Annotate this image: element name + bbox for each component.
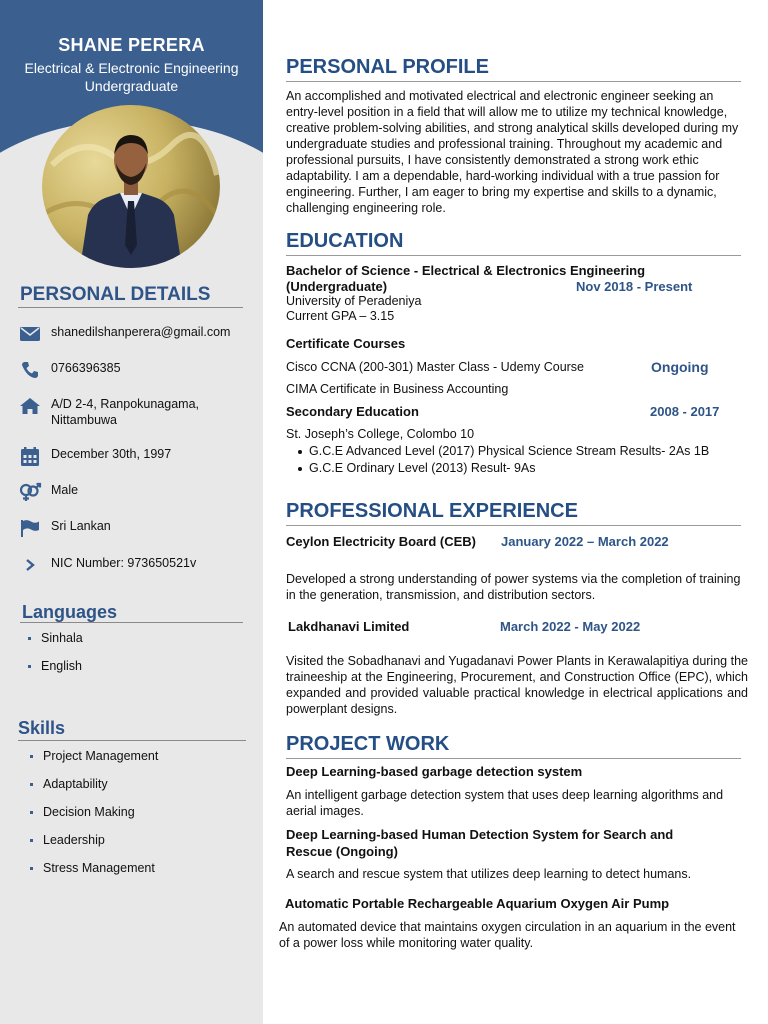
address-text: [51, 396, 199, 428]
address-line-2: Nittambuwa: [51, 413, 117, 427]
skills-title: Skills: [18, 718, 66, 738]
job-company: Ceylon Electricity Board (CEB): [286, 534, 476, 549]
job-date: January 2022 – March 2022: [501, 534, 669, 549]
gpa: Current GPA – 3.15: [286, 309, 395, 323]
job-company: Lakdhanavi Limited: [288, 619, 410, 634]
project-title-line-2: Rescue (Ongoing): [286, 844, 398, 859]
envelope-icon: [18, 324, 42, 344]
chevron-right-icon: [18, 555, 42, 575]
profile-title: PERSONAL PROFILE: [286, 56, 489, 78]
subtitle-line-1: Electrical & Electronic Engineering: [24, 60, 239, 76]
degree-title-line-2: (Undergraduate): [286, 279, 388, 294]
education-divider: [286, 255, 741, 256]
home-icon: [18, 396, 42, 416]
phone-text: 0766396385: [51, 361, 121, 375]
projects-title: PROJECT WORK: [286, 733, 450, 755]
profile-divider: [286, 81, 741, 82]
education-title: EDUCATION: [286, 230, 404, 252]
person-silhouette: [42, 105, 220, 268]
profile-photo: [42, 105, 220, 268]
birthday-text: December 30th, 1997: [51, 447, 172, 461]
email-text: shanedilshanperera@gmail.com: [51, 325, 231, 339]
skill-item: Decision Making: [30, 805, 135, 819]
secondary-education-title: Secondary Education: [286, 404, 419, 419]
degree-title-line-1: Bachelor of Science - Electrical & Electronics Engineering: [286, 263, 646, 278]
detail-phone: [18, 360, 248, 390]
detail-gender: [18, 482, 248, 512]
subtitle-line-2: Undergraduate: [84, 78, 179, 94]
personal-details-title: PERSONAL DETAILS: [20, 284, 211, 305]
skills-divider: [18, 740, 246, 741]
skill-item: Stress Management: [30, 861, 155, 875]
degree-date: Nov 2018 - Present: [576, 279, 693, 294]
job-description: Visited the Sobadhanavi and Yugadanavi Power Plants in Kerawalapitiya during the traineeship at the Engineering, Procurement, and Construction Office (EPC), which expanded and provided valuable practical knowledge in electrical applications and powerplant designs.: [286, 654, 748, 716]
sidebar: [0, 0, 263, 1024]
certificate-2: CIMA Certificate in Business Accounting: [286, 382, 509, 396]
project-description: An intelligent garbage detection system that uses deep learning algorithms and aerial images.: [286, 788, 724, 818]
nic-text: NIC Number: 973650521v: [51, 556, 197, 570]
project-title: Automatic Portable Rechargeable Aquarium Oxygen Air Pump: [285, 896, 670, 911]
skill-item: Adaptability: [30, 777, 108, 791]
detail-email: [18, 324, 248, 354]
certificate-1-status: Ongoing: [651, 359, 709, 375]
skill-item: Leadership: [30, 833, 105, 847]
profile-text: An accomplished and motivated electrical and electronic engineer seeking an entry-level position in a field that will allow me to utilize my technical knowledge, creative problem-solving abilities, and strong analytical skills developed during my undergraduate studies and professional training. Throughout my academic and professional pursuits, I have consistently demonstrated a strong work ethic adaptability. I am a dependable, hard-working individual with a true passion for engineering. Further, I am eager to bring my expertise and skills to a dynamic, challenging engineering role.: [286, 89, 739, 215]
project-description: A search and rescue system that utilizes deep learning to detect humans.: [286, 867, 692, 881]
gender-icon: [18, 482, 42, 502]
result-item: G.C.E Advanced Level (2017) Physical Science Stream Results- 2As 1B: [298, 443, 709, 459]
skill-item: Project Management: [30, 749, 158, 763]
projects-divider: [286, 758, 741, 759]
gender-text: Male: [51, 483, 79, 497]
calendar-icon: [18, 446, 42, 466]
candidate-name: SHANE PERERA: [58, 35, 205, 55]
phone-icon: [18, 360, 42, 380]
project-title-line-1: Deep Learning-based Human Detection System for Search and: [286, 827, 674, 842]
languages-divider: [20, 622, 243, 623]
languages-title: Languages: [22, 602, 118, 622]
job-description: Developed a strong understanding of power systems via the completion of training in the generation, transmission, and distribution sectors.: [286, 572, 741, 602]
candidate-subtitle: [0, 59, 263, 95]
detail-nic: [18, 555, 248, 585]
result-item: G.C.E Ordinary Level (2013) Result- 9As: [298, 460, 535, 476]
job-date: March 2022 - May 2022: [500, 619, 641, 634]
certificate-courses-title: Certificate Courses: [286, 336, 406, 351]
personal-details-divider: [18, 307, 243, 308]
secondary-education-date: 2008 - 2017: [650, 404, 720, 419]
detail-nationality: [18, 518, 248, 548]
certificate-1: Cisco CCNA (200-301) Master Class - Udemy Course: [286, 360, 585, 374]
university: University of Peradeniya: [286, 294, 422, 308]
project-title: Deep Learning-based garbage detection system: [286, 764, 583, 779]
language-item: English: [28, 659, 82, 673]
flag-icon: [18, 518, 42, 538]
nationality-text: Sri Lankan: [51, 519, 111, 533]
school: St. Joseph’s College, Colombo 10: [286, 427, 475, 441]
detail-address: [18, 396, 248, 436]
address-line-1: A/D 2-4, Ranpokunagama,: [51, 397, 200, 411]
detail-birthday: [18, 446, 248, 476]
experience-divider: [286, 525, 741, 526]
language-item: Sinhala: [28, 631, 83, 645]
experience-title: PROFESSIONAL EXPERIENCE: [286, 500, 578, 522]
project-description: An automated device that maintains oxygen circulation in an aquarium in the event of a power loss while monitoring water quality.: [279, 920, 736, 950]
